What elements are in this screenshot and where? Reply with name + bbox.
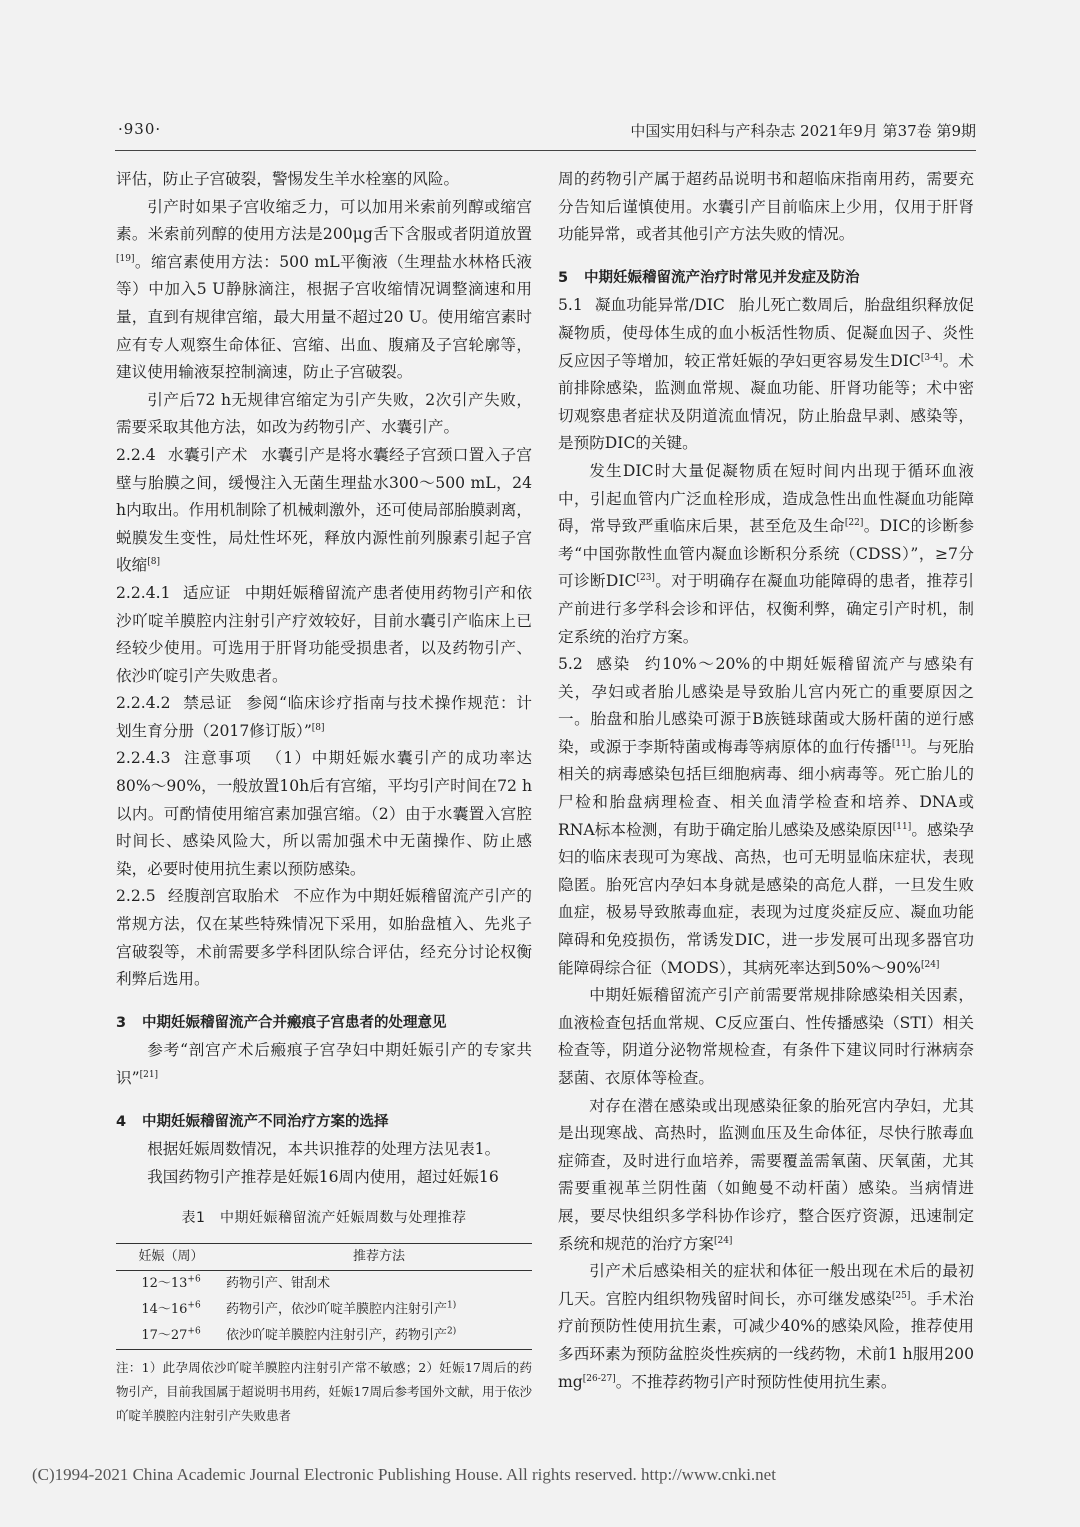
- copyright-footer: (C)1994-2021 China Academic Journal Electronic Publishing House. All rights reserved. http://www.cnki.net: [32, 1465, 776, 1484]
- paragraph: 周的药物引产属于超药品说明书和超临床指南用药，需要充分告知后谨慎使用。水囊引产目前临床上少用，仅用于肝肾功能异常，或者其他引产方法失败的情况。: [558, 170, 974, 244]
- paragraph: 发生DIC时大量促凝物质在短时间内出现于循环血液中，引起血管内广泛血栓形成，造成急性出血性凝血功能障碍，常导致严重临床后果，甚至危及生命[22]。DIC的诊断参考“中国弥散性血管内凝血诊断积分系统（CDSS）”，≥7分可诊断DIC[23]。对于明确存在凝血功能障碍的患者，推荐引产前进行多学科会诊和评估，权衡利弊，确定引产时机，制定系统的治疗方案。: [558, 461, 974, 646]
- table-row: $14\sim 16^{+6}$ 药物引产，依沙吖啶羊膜腔内注射引产$^{1)}$: [141, 1300, 457, 1317]
- table-note: 注：1）此孕周依沙吖啶羊膜腔内注射引产常不敏感；2）妊娠17周后的药物引产，目前我国属于超说明书用药，妊娠17周后参考国外文献，用于依沙吖啶羊膜腔内注射引产失败患者: [116, 1359, 532, 1423]
- subsection-5-1: 5.1 凝血功能异常/DIC 胎儿死亡数周后，胎盘组织释放促凝物质，使母体生成的血小板活性物质、促凝血因子、炎性反应因子等增加，较正常妊娠的孕妇更容易发生DIC[3-4]。术前排除感染，监测血常规、凝血功能、肝肾功能等；术中密切观察患者症状及阴道流血情况，防止胎盘早剥、感染等，是预防DIC的关键。: [558, 296, 974, 453]
- table-caption: 表1 中期妊娠稽留流产妊娠周数与处理推荐: [181, 1210, 467, 1227]
- subsection-2-2-5: 2.2.5 经腹剖宫取胎术 不应作为中期妊娠稽留流产引产的常规方法，仅在某些特殊情况下采用，如胎盘植入、先兆子宫破裂等，术前需要多学科团队综合评估，经充分讨论权衡利弊后选用。: [116, 887, 532, 989]
- page-number: ·930·: [118, 120, 162, 138]
- citation: [8]: [147, 557, 160, 568]
- paragraph: 中期妊娠稽留流产引产前需要常规排除感染相关因素，血液检查包括血常规、C反应蛋白、性传播感染（STI）相关检查等，阴道分泌物常规检查，有条件下建议同时行淋病奈瑟菌、衣原体等检查。: [558, 986, 974, 1087]
- column-header-weeks: 妊娠（周）: [116, 1243, 226, 1270]
- subsection-2-2-4-3: 2.2.4.3 注意事项 （1）中期妊娠水囊引产的成功率达80%～90%，一般放置10h后有宫缩，平均引产时间在72 h以内。可酌情使用缩宫素加强宫缩。（2）由于水囊置入宫腔时间长、感染风险大，所以需加强术中无菌操作、防止感染，必要时使用抗生素以预防感染。: [116, 749, 532, 878]
- citation: [26-27]: [582, 1373, 616, 1384]
- citation: [8]: [311, 722, 325, 733]
- column-header-method: 推荐方法: [226, 1243, 532, 1270]
- citation: [19]: [116, 253, 135, 264]
- subsection-2-2-4-1: 2.2.4.1 适应证 中期妊娠稽留流产患者使用药物引产和依沙吖啶羊膜腔内注射引产疗效较好，目前水囊引产临床上已经较少使用。可选用于肝肾功能受损患者，以及药物引产、依沙吖啶引产失败患者。: [116, 583, 532, 685]
- table-row: $17\sim 27^{+6}$ 依沙吖啶羊膜腔内注射引产，药物引产$^{2)}$: [116, 1323, 532, 1350]
- paragraph: 引产后72 h无规律宫缩定为引产失败，2次引产失败，需要采取其他方法，如改为药物引产、水囊引产。: [116, 390, 532, 437]
- citation: [11]: [891, 738, 911, 749]
- citation: [24]: [713, 1235, 733, 1246]
- citation: [3-4]: [920, 352, 943, 363]
- subsection-2-2-4: 2.2.4 水囊引产术 水囊引产是将水囊经子宫颈口置入子宫壁与胎膜之间，缓慢注入无菌生理盐水300～500 mL，24 h内取出。作用机制除了机械刺激外，还可使局部胎膜剥离，蜕膜发生变性，局灶性坏死，释放内源性前列腺素引起子宫收缩[8]: [116, 445, 532, 575]
- paragraph: 对存在潜在感染或出现感染征象的胎死宫内孕妇，尤其是出现寒战、高热时，监测血压及生命体征，尽快行脓毒血症筛查，及时进行血培养，需要覆盖需氧菌、厌氧菌，尤其需要重视革兰阴性菌（如鲍曼不动杆菌）感染。当病情进展，要尽快组织多学科协作诊疗，整合医疗资源，迅速制定系统和规范的治疗方案[24]: [558, 1096, 974, 1253]
- paragraph: 引产术后感染相关的症状和体征一般出现在术后的最初几天。宫腔内组织物残留时间长，亦可继发感染[25]。手术治疗前预防性使用抗生素，可减少40%的感染风险，推荐使用多西环素为预防盆腔炎性疾病的一线药物，术前1 h服用200 mg[26-27]。不推荐药物引产时预防性使用抗生素。: [558, 1262, 974, 1391]
- table-1: [116, 1243, 532, 1350]
- citation: [11]: [892, 821, 912, 832]
- table-row: $12\sim 13^{+6}$ 药物引产、钳刮术: [141, 1274, 331, 1291]
- section-3-heading: 3 中期妊娠稽留流产合并瘢痕子宫患者的处理意见: [116, 1014, 447, 1031]
- subsection-2-2-4-2: 2.2.4.2 禁忌证 参阅“临床诊疗指南与技术操作规范：计划生育分册（2017修订版）”[8]: [116, 694, 532, 740]
- paragraph: 根据妊娠周数情况，本共识推荐的处理方法见表1。: [147, 1140, 501, 1159]
- right-column: [558, 166, 974, 1396]
- paragraph: 我国药物引产推荐是妊娠16周内使用，超过妊娠16: [147, 1167, 499, 1186]
- section-5-heading: 5 中期妊娠稽留流产治疗时常见并发症及防治: [558, 269, 860, 286]
- paragraph: 参考“剖宫产术后瘢痕子宫孕妇中期妊娠引产的专家共识”[21]: [116, 1041, 532, 1087]
- citation: [23]: [636, 573, 655, 584]
- header-rule: [115, 150, 976, 151]
- citation: [21]: [139, 1069, 159, 1080]
- section-4-heading: 4 中期妊娠稽留流产不同治疗方案的选择: [116, 1113, 389, 1130]
- citation: [24]: [920, 959, 940, 970]
- left-column: [116, 166, 532, 1428]
- citation: [22]: [844, 517, 864, 528]
- subsection-5-2: 5.2 感染 约10%～20%的中期妊娠稽留流产与感染有关，孕妇或者胎儿感染是导致胎儿宫内死亡的重要原因之一。胎盘和胎儿感染可源于B族链球菌或大肠杆菌的逆行感染，或源于李斯特菌或梅毒等病原体的血行传播[11]。与死胎相关的病毒感染包括巨细胞病毒、细小病毒等。死亡胎儿的尸检和胎盘病理检查、相关血清学检查和培养、DNA或RNA标本检测，有助于确定胎儿感染及感染原因[11]。感染孕妇的临床表现可为寒战、高热，也可无明显临床症状，表现隐匿。胎死宫内孕妇本身就是感染的高危人群，一旦发生败血症，极易导致脓毒血症，表现为过度炎症反应、凝血功能障碍和免疫损伤，常诱发DIC，进一步发展可出现多器官功能障碍综合征（MODS），其病死率达到50%～90%[24]: [558, 655, 974, 977]
- paragraph: 评估，防止子宫破裂，警惕发生羊水栓塞的风险。: [116, 170, 460, 188]
- citation: [25]: [891, 1290, 911, 1301]
- paragraph: 引产时如果子宫收缩乏力，可以加用米索前列醇或缩宫素。米索前列醇的使用方法是200μg舌下含服或者阴道放置[19]。缩宫素使用方法：500 mL平衡液（生理盐水林格氏液等）中加入5 U静脉滴注，根据子宫收缩情况调整滴速和用量，直到有规律宫缩，最大用量不超过20 U。使用缩宫素时应有专人观察生命体征、宫缩、出血、腹痛及子宫轮廓等，建议使用输液泵控制滴速，防止子宫破裂。: [116, 197, 532, 382]
- journal-header: 中国实用妇科与产科杂志 2021年9月 第37卷 第9期: [630, 122, 976, 140]
